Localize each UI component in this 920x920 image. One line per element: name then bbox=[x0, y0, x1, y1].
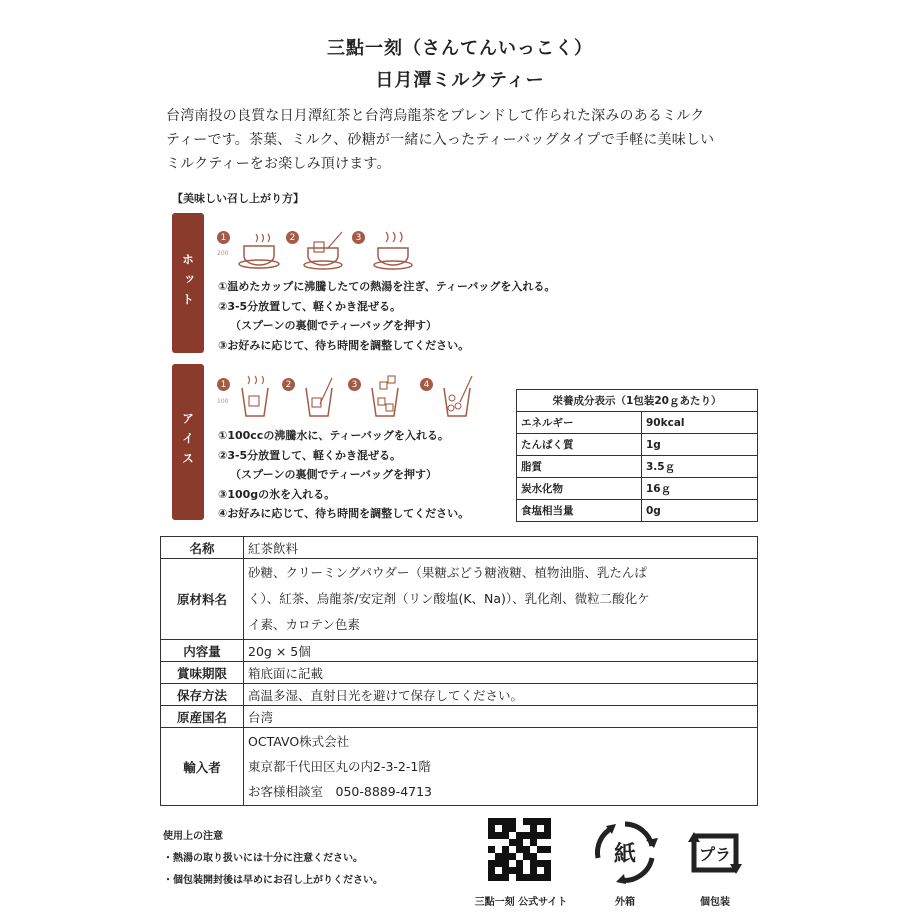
qr-module bbox=[537, 853, 544, 860]
qr-module bbox=[537, 832, 544, 839]
paper-recycle-icon bbox=[590, 818, 660, 884]
qr-module bbox=[544, 846, 551, 853]
qr-module bbox=[523, 874, 530, 881]
note-item: ・個包装開封後は早めにお召し上がりください。 bbox=[163, 875, 383, 886]
usage-notes bbox=[163, 826, 383, 892]
qr-module bbox=[530, 846, 537, 853]
qr-module bbox=[488, 846, 495, 853]
table-row bbox=[161, 706, 758, 728]
qr-module bbox=[502, 818, 509, 825]
intro-line: ミルクティーをお楽しみ頂けます。 bbox=[166, 156, 391, 172]
step-number: 1 bbox=[217, 231, 230, 244]
qr-module bbox=[509, 832, 516, 839]
nutrition-value: 3.5ｇ bbox=[642, 456, 758, 478]
table-row bbox=[161, 684, 758, 706]
intro-line: ティーです。茶葉、ミルク、砂糖が一緒に入ったティーバッグタイプで手軽に美味しい bbox=[166, 132, 715, 148]
qr-module bbox=[530, 825, 537, 832]
qr-module bbox=[544, 867, 551, 874]
hot-label: ホット bbox=[180, 253, 195, 313]
qr-module bbox=[495, 853, 502, 860]
hot-step: （スプーンの裏側でティーバッグを押す） bbox=[230, 319, 438, 332]
hot-cup-icon bbox=[236, 228, 292, 270]
qr-module bbox=[509, 867, 516, 874]
step-number: 2 bbox=[286, 231, 299, 244]
hot-side-label bbox=[172, 213, 204, 353]
intro-text bbox=[166, 104, 766, 176]
qr-module bbox=[516, 846, 523, 853]
step-number: 3 bbox=[352, 231, 365, 244]
ingredients-line: イ素、カロテン色素 bbox=[248, 617, 360, 632]
nutrition-name: 食塩相当量 bbox=[517, 500, 642, 522]
table-row bbox=[161, 662, 758, 684]
ice-label: アイス bbox=[180, 412, 195, 472]
qr-module bbox=[516, 839, 523, 846]
ingredients-line: く）、紅茶、烏龍茶/安定剤（リン酸塩(K、Na)）、乳化剤、微粒二酸化ケ bbox=[248, 591, 650, 606]
spec-key-storage: 保存方法 bbox=[161, 684, 244, 706]
qr-module bbox=[537, 839, 544, 846]
importer-line: お客様相談室 050-8889-4713 bbox=[248, 784, 433, 799]
qr-module bbox=[502, 874, 509, 881]
qr-module bbox=[530, 853, 537, 860]
paper-symbol-text: 紙 bbox=[613, 842, 637, 867]
qr-module bbox=[530, 832, 537, 839]
spec-key-expiry: 賞味期限 bbox=[161, 662, 244, 684]
qr-module bbox=[523, 860, 530, 867]
qr-module bbox=[509, 846, 516, 853]
qr-module bbox=[516, 825, 523, 832]
qr-module bbox=[495, 825, 502, 832]
qr-module bbox=[495, 839, 502, 846]
ice-step: ③100gの氷を入れる。 bbox=[218, 487, 336, 501]
ice-glass-stir-icon bbox=[300, 374, 338, 420]
table-row bbox=[517, 456, 758, 478]
table-row bbox=[161, 537, 758, 559]
ingredients-line: 砂糖、クリーミングパウダー（果糖ぶどう糖液糖、植物油脂、乳たんぱ bbox=[248, 565, 647, 580]
qr-module bbox=[537, 867, 544, 874]
paper-caption: 外箱 bbox=[615, 897, 635, 908]
ice-tea-ready-icon bbox=[438, 374, 478, 420]
hot-step: ①温めたカップに沸騰したての熱湯を注ぎ、ティーバッグを入れる。 bbox=[218, 280, 556, 293]
step-number: 2 bbox=[282, 378, 295, 391]
hot-step-icons bbox=[214, 228, 424, 272]
table-row bbox=[517, 412, 758, 434]
ice-steps bbox=[218, 426, 469, 524]
qr-module bbox=[488, 832, 495, 839]
qr-module bbox=[530, 839, 537, 846]
nutrition-value: 90kcal bbox=[642, 412, 758, 434]
hot-cup-steam-icon bbox=[370, 228, 422, 270]
notes-title: 使用上の注意 bbox=[163, 831, 223, 842]
qr-module bbox=[488, 867, 495, 874]
ice-step: ①100ccの沸騰水に、ティーバッグを入れる。 bbox=[218, 429, 449, 442]
qr-module bbox=[488, 839, 495, 846]
ice-step: （スプーンの裏側でティーバッグを押す） bbox=[230, 468, 438, 481]
plastic-caption: 個包装 bbox=[700, 897, 730, 908]
hot-step: ②3-5分放置して、軽くかき混ぜる。 bbox=[218, 299, 401, 313]
qr-module bbox=[495, 867, 502, 874]
ice-glass-icon bbox=[236, 374, 274, 420]
ice-step-icons bbox=[214, 374, 494, 420]
qr-module bbox=[530, 818, 537, 825]
nutrition-value: 1g bbox=[642, 434, 758, 456]
nutrition-name: 炭水化物 bbox=[517, 478, 642, 500]
hot-steps bbox=[218, 277, 555, 355]
qr-module bbox=[544, 860, 551, 867]
qr-module bbox=[488, 853, 495, 860]
qr-module bbox=[523, 832, 530, 839]
qr-module bbox=[537, 846, 544, 853]
qr-module bbox=[495, 818, 502, 825]
step-number: 1 bbox=[217, 378, 230, 391]
spec-value-content: 20g × 5個 bbox=[244, 640, 758, 662]
qr-module bbox=[544, 825, 551, 832]
nutrition-value: 0g bbox=[642, 500, 758, 522]
importer-line: 東京都千代田区丸の内2-3-2-1階 bbox=[248, 759, 431, 774]
spec-value-storage: 高温多湿、直射日光を避けて保存してください。 bbox=[244, 684, 758, 706]
spec-value-expiry: 箱底面に記載 bbox=[244, 662, 758, 684]
hot-volume-label: 200 bbox=[217, 250, 229, 257]
table-row bbox=[161, 559, 758, 640]
qr-module bbox=[495, 832, 502, 839]
table-row bbox=[517, 500, 758, 522]
nutrition-name: 脂質 bbox=[517, 456, 642, 478]
plastic-recycle-icon bbox=[680, 818, 750, 884]
intro-line: 台湾南投の良質な日月潭紅茶と台湾烏龍茶をブレンドして作られた深みのあるミルク bbox=[166, 108, 705, 124]
qr-module bbox=[502, 839, 509, 846]
spec-value-ingredients bbox=[244, 559, 758, 640]
qr-module bbox=[502, 832, 509, 839]
nutrition-name: エネルギー bbox=[517, 412, 642, 434]
qr-module bbox=[544, 818, 551, 825]
qr-module bbox=[530, 867, 537, 874]
nutrition-header: 栄養成分表示（1包装20ｇあたり） bbox=[517, 390, 758, 412]
table-row bbox=[517, 434, 758, 456]
nutrition-table bbox=[516, 389, 758, 522]
hot-cup-teabag-icon bbox=[302, 228, 352, 270]
step-number: 4 bbox=[420, 378, 433, 391]
qr-module bbox=[495, 860, 502, 867]
qr-module bbox=[516, 818, 523, 825]
spec-key-name: 名称 bbox=[161, 537, 244, 559]
step-number: 3 bbox=[348, 378, 361, 391]
qr-module bbox=[516, 860, 523, 867]
qr-module bbox=[509, 839, 516, 846]
table-row bbox=[161, 728, 758, 806]
qr-code[interactable] bbox=[488, 818, 554, 884]
qr-module bbox=[544, 839, 551, 846]
importer-line: OCTAVO株式会社 bbox=[248, 734, 350, 749]
qr-module bbox=[537, 825, 544, 832]
qr-module bbox=[537, 818, 544, 825]
qr-module bbox=[509, 860, 516, 867]
qr-module bbox=[502, 853, 509, 860]
qr-module bbox=[537, 874, 544, 881]
qr-module bbox=[488, 825, 495, 832]
qr-module bbox=[523, 867, 530, 874]
ice-step: ④お好みに応じて、待ち時間を調整してください。 bbox=[218, 507, 470, 520]
product-spec-table bbox=[160, 536, 758, 806]
qr-module bbox=[502, 867, 509, 874]
product-subtitle: 日月潭ミルクティー bbox=[375, 70, 545, 91]
qr-module bbox=[488, 874, 495, 881]
table-row bbox=[517, 478, 758, 500]
qr-module bbox=[530, 860, 537, 867]
qr-module bbox=[516, 867, 523, 874]
note-item: ・熱湯の取り扱いには十分に注意ください。 bbox=[163, 853, 363, 864]
spec-key-origin: 原産国名 bbox=[161, 706, 244, 728]
qr-module bbox=[530, 874, 537, 881]
qr-module bbox=[488, 860, 495, 867]
qr-module bbox=[523, 818, 530, 825]
plastic-symbol-text: プラ bbox=[698, 845, 732, 864]
spec-key-content: 内容量 bbox=[161, 640, 244, 662]
qr-module bbox=[502, 846, 509, 853]
spec-value-importer bbox=[244, 728, 758, 806]
qr-module bbox=[516, 874, 523, 881]
qr-module bbox=[523, 825, 530, 832]
nutrition-name: たんぱく質 bbox=[517, 434, 642, 456]
qr-module bbox=[516, 853, 523, 860]
qr-module bbox=[523, 846, 530, 853]
qr-module bbox=[502, 860, 509, 867]
qr-module bbox=[544, 853, 551, 860]
qr-grid bbox=[488, 818, 554, 881]
qr-module bbox=[495, 874, 502, 881]
qr-caption: 三點一刻 公式サイト bbox=[474, 897, 568, 908]
qr-module bbox=[516, 832, 523, 839]
spec-key-ingredients: 原材料名 bbox=[161, 559, 244, 640]
qr-module bbox=[537, 860, 544, 867]
qr-module bbox=[509, 853, 516, 860]
ice-step: ②3-5分放置して、軽くかき混ぜる。 bbox=[218, 448, 401, 462]
qr-module bbox=[523, 853, 530, 860]
qr-module bbox=[544, 832, 551, 839]
qr-module bbox=[502, 825, 509, 832]
hot-step: ③お好みに応じて、待ち時間を調整してください。 bbox=[218, 338, 470, 352]
spec-value-name: 紅茶飲料 bbox=[244, 537, 758, 559]
qr-module bbox=[509, 874, 516, 881]
qr-module bbox=[495, 846, 502, 853]
spec-key-importer: 輸入者 bbox=[161, 728, 244, 806]
ice-volume-label: 100 bbox=[217, 398, 229, 405]
qr-module bbox=[509, 818, 516, 825]
ice-side-label bbox=[172, 364, 204, 520]
table-row bbox=[161, 640, 758, 662]
nutrition-value: 16ｇ bbox=[642, 478, 758, 500]
howto-label: 【美味しい召し上がり方】 bbox=[172, 192, 304, 205]
product-title: 三點一刻（さんてんいっこく） bbox=[327, 38, 593, 59]
qr-module bbox=[523, 839, 530, 846]
spec-value-origin: 台湾 bbox=[244, 706, 758, 728]
qr-module bbox=[544, 874, 551, 881]
ice-cubes-icon bbox=[366, 374, 406, 420]
qr-module bbox=[488, 818, 495, 825]
qr-module bbox=[509, 825, 516, 832]
